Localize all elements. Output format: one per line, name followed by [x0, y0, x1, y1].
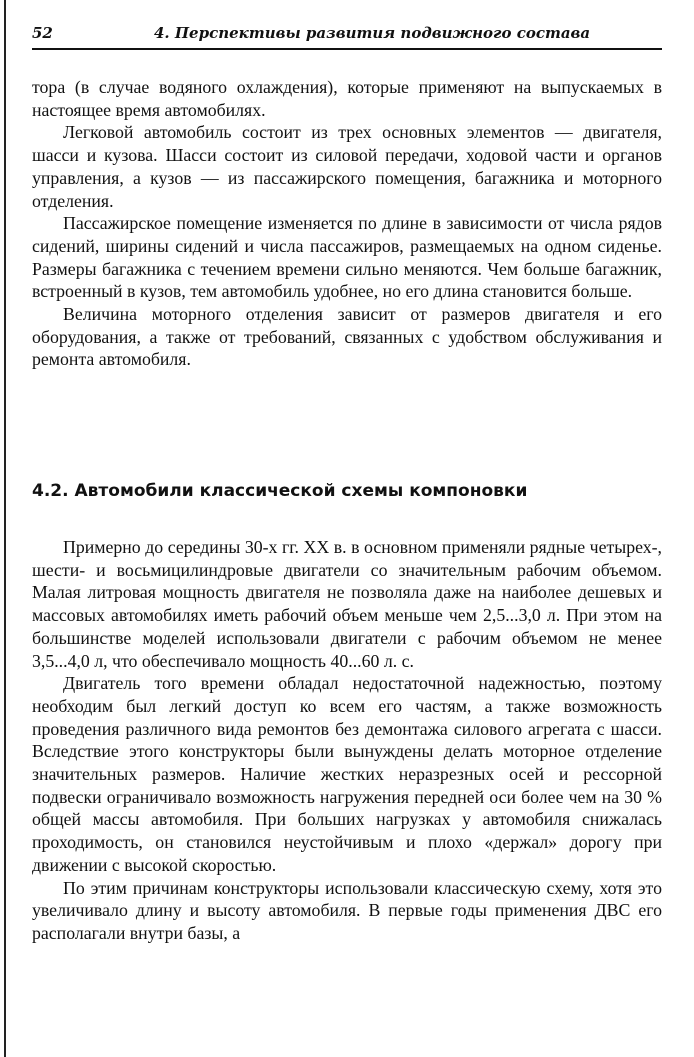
paragraph: По этим причинам конструкторы использовали классическую схему, хотя это увеличивало длину и высоту автомобиля. В первые годы применения ДВС его располагали внутри базы, а [32, 877, 662, 943]
paragraph: Примерно до середины 30-х гг. XX в. в основном применяли рядные четырех-, шести- и восьмицилиндровые двигатели со значительным рабочим объемом. Малая литровая мощность двигателя не позволяла даже на наиболее дешевых и массовых автомобилях иметь рабочий объем меньше чем 2,5...3,0 л. При этом на большинстве моделей использовали двигатели с рабочим объемом не менее 3,5...4,0 л, что обеспечивало мощность 40...60 л. с. [32, 537, 662, 671]
paragraph: Двигатель того времени обладал недостаточной надежностью, поэтому необходим был легкий доступ ко всем его частям, а также возможность проведения различного вида ремонтов без демонтажа силового агрегата с шасси. Вследствие этого конструкторы были вынуждены делать моторное отделение значительных размеров. Наличие жестких неразрезных осей и рессорной подвески ограничивало возможность нагружения передней оси более чем на 30 % общей массы автомобиля. При больших нагрузках у автомобиля снижалась проходимость, он становился неустойчивым и плохо «держал» дорогу при движении с высокой скоростью. [32, 673, 662, 875]
running-header [32, 20, 662, 50]
section-text [32, 536, 662, 945]
section-heading: 4.2. Автомобили классической схемы компоновки [32, 481, 528, 501]
paragraph: Пассажирское помещение изменяется по длине в зависимости от числа рядов сидений, ширины сидений и числа пассажиров, размещаемых на одном сиденье. Размеры багажника с течением времени сильно меняются. Чем больше багажник, встроенный в кузов, тем автомобиль удобнее, но его длина становится больше. [32, 213, 662, 302]
paragraph: тора (в случае водяного охлаждения), которые применяют на выпускаемых в настоящее время автомобилях. [32, 77, 662, 120]
page-edge-rule [4, 0, 6, 1057]
intro-text [32, 76, 662, 371]
paragraph: Легковой автомобиль состоит из трех основных элементов — двигателя, шасси и кузова. Шасси состоит из силовой передачи, ходовой части и органов управления, а кузов — из пассажирского помещения, багажника и моторного отделения. [32, 122, 662, 211]
page-number: 52 [32, 24, 53, 42]
chapter-title: 4. Перспективы развития подвижного состава [154, 24, 591, 42]
paragraph: Величина моторного отделения зависит от размеров двигателя и его оборудования, а также от требований, связанных с удобством обслуживания и ремонта автомобиля. [32, 304, 662, 370]
